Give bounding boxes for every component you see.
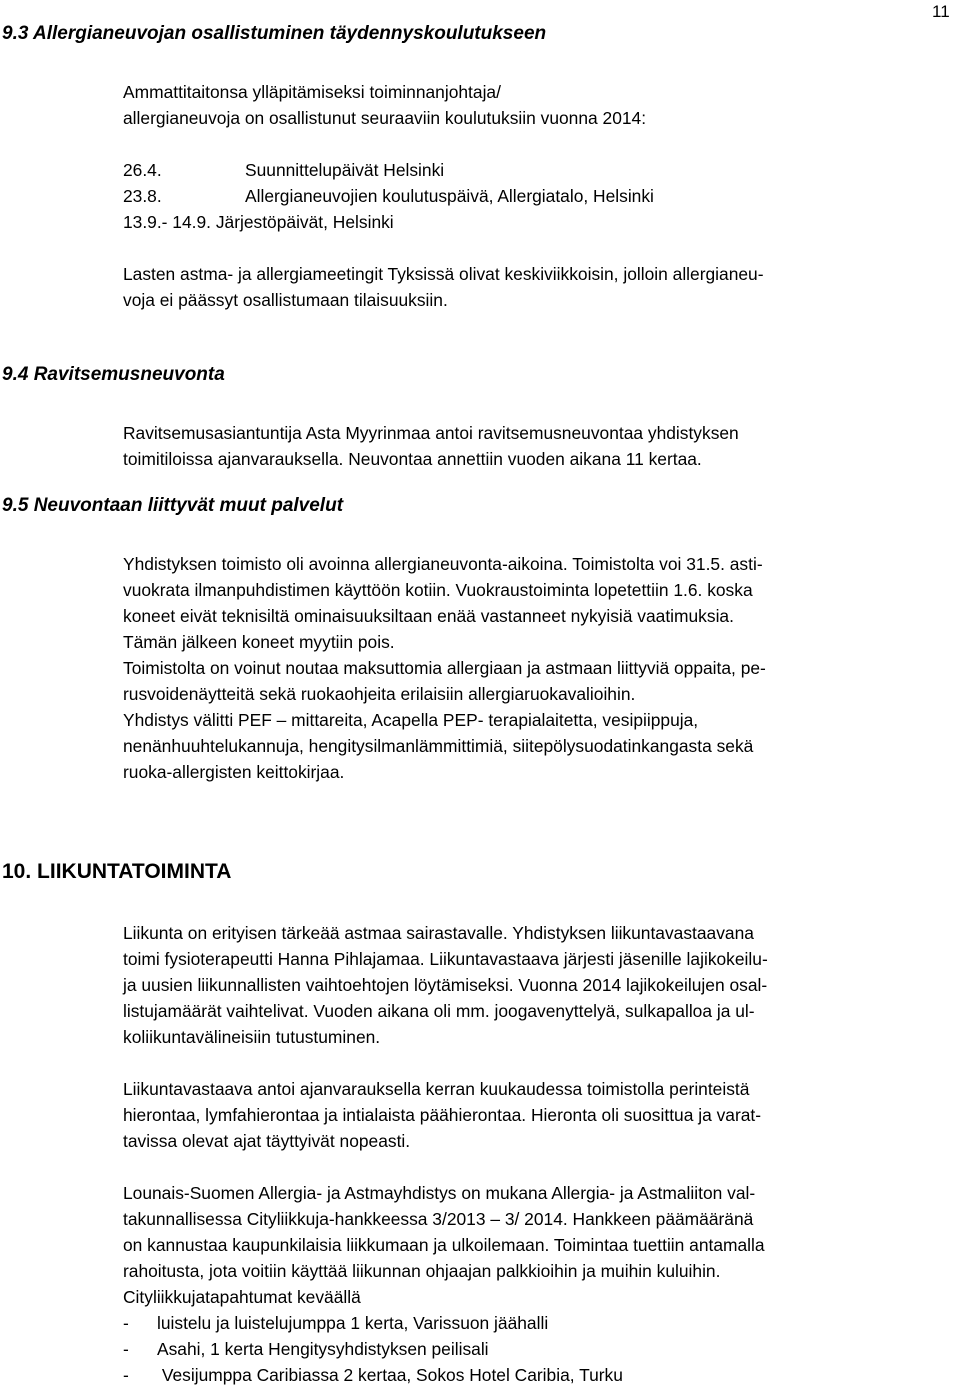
- list-item: [123, 1336, 765, 1362]
- list-item-text: Asahi, 1 kerta Hengitysyhdistyksen peilisali: [157, 1339, 489, 1359]
- text-line: koneet eivät teknisiltä ominaisuuksiltaan enää vastanneet nykyisiä vaatimuksia.: [123, 606, 734, 626]
- event-date: 23.8.: [123, 186, 162, 206]
- event-date: 26.4.: [123, 160, 162, 180]
- section-heading-9-4: 9.4 Ravitsemusneuvonta: [2, 364, 225, 385]
- text-line: rusvoidenäytteitä sekä ruokaohjeita erilaisiin allergiaruokavalioihin.: [123, 684, 636, 704]
- list-item-text: luistelu ja luistelujumppa 1 kerta, Varissuon jäähalli: [157, 1313, 549, 1333]
- text-line: Tämän jälkeen koneet myytiin pois.: [123, 632, 395, 652]
- list-dash: -: [123, 1365, 129, 1385]
- event-name: Suunnittelupäivät Helsinki: [245, 160, 445, 180]
- text-line: Liikunta on erityisen tärkeää astmaa sairastavalle. Yhdistyksen liikuntavastaavana: [123, 923, 754, 943]
- text-line: rahoitusta, jota voitiin käyttää liikunnan ohjaajan palkkioihin ja muihin kuluihin.: [123, 1261, 721, 1281]
- paragraph-nutrition: [123, 420, 739, 472]
- paragraph-cityliikkuja: [123, 1180, 765, 1388]
- text-line: tavissa olevat ajat täyttyivät nopeasti.: [123, 1131, 411, 1151]
- section-heading-9-5: 9.5 Neuvontaan liittyvät muut palvelut: [2, 495, 344, 516]
- paragraph-other-services: [123, 551, 766, 785]
- training-event: [123, 209, 654, 235]
- text-line: ruoka-allergisten keittokirjaa.: [123, 762, 345, 782]
- section-heading-9-3: 9.3 Allergianeuvojan osallistuminen täydennyskoulutukseen: [2, 23, 547, 44]
- list-dash: -: [123, 1339, 129, 1359]
- training-event: [123, 157, 654, 183]
- event-name: Järjestöpäivät, Helsinki: [215, 212, 394, 232]
- text-line: Lasten astma- ja allergiameetingit Tyksissä olivat keskiviikkoisin, jolloin allergianeu-: [123, 264, 764, 284]
- text-line: Lounais-Suomen Allergia- ja Astmayhdistys on mukana Allergia- ja Astmaliiton val-: [123, 1183, 756, 1203]
- paragraph-massage: [123, 1076, 761, 1154]
- text-line: hierontaa, lymfahierontaa ja intialaista päähierontaa. Hieronta oli suosittua ja varat-: [123, 1105, 762, 1125]
- training-events-list: [123, 157, 654, 235]
- text-line: Cityliikkujatapahtumat keväällä: [123, 1287, 361, 1307]
- text-line: Liikuntavastaava antoi ajanvarauksella kerran kuukaudessa toimistolla perinteistä: [123, 1079, 750, 1099]
- page-number: 11: [932, 2, 950, 21]
- text-line: vuokrata ilmanpuhdistimen käyttöön kotiin. Vuokraustoiminta lopetettiin 1.6. koska: [123, 580, 753, 600]
- text-line: on kannustaa kaupunkilaisia liikkumaan ja ulkoilemaan. Toimintaa tuettiin antamalla: [123, 1235, 765, 1255]
- event-date: 13.9.- 14.9.: [123, 212, 211, 232]
- paragraph-training-intro: [123, 79, 646, 131]
- text-line: takunnallisessa Cityliikkuja-hankkeessa 3/2013 – 3/ 2014. Hankkeen päämääränä: [123, 1209, 754, 1229]
- paragraph-exercise-intro: [123, 920, 768, 1050]
- list-item: [123, 1362, 765, 1388]
- list-item-text: Vesijumppa Caribiassa 2 kertaa, Sokos Hotel Caribia, Turku: [157, 1365, 623, 1385]
- text-line: Ammattitaitonsa ylläpitämiseksi toiminnanjohtaja/: [123, 82, 501, 102]
- text-line: Yhdistyksen toimisto oli avoinna allergianeuvonta-aikoina. Toimistolta voi 31.5. asti-: [123, 554, 763, 574]
- text-line: Yhdistys välitti PEF – mittareita, Acapella PEP- terapialaitetta, vesipiippuja,: [123, 710, 699, 730]
- text-line: toimitiloissa ajanvarauksella. Neuvontaa annettiin vuoden aikana 11 kertaa.: [123, 449, 702, 469]
- text-line: voja ei päässyt osallistumaan tilaisuuksiin.: [123, 290, 448, 310]
- text-line: ja uusien liikunnallisten vaihtoehtojen löytämiseksi. Vuonna 2014 lajikokeilujen osal-: [123, 975, 768, 995]
- section-heading-10: 10. LIIKUNTATOIMINTA: [2, 860, 232, 883]
- text-line: koliikuntavälineisiin tutustuminen.: [123, 1027, 381, 1047]
- text-line: allergianeuvoja on osallistunut seuraaviin koulutuksiin vuonna 2014:: [123, 108, 647, 128]
- text-line: toimi fysioterapeutti Hanna Pihlajamaa. Liikuntavastaava järjesti jäsenille lajikokeilu-: [123, 949, 768, 969]
- text-line: Toimistolta on voinut noutaa maksuttomia allergiaan ja astmaan liittyviä oppaita, pe-: [123, 658, 766, 678]
- list-dash: -: [123, 1313, 129, 1333]
- text-line: listujamäärät vaihtelivat. Vuoden aikana oli mm. joogavenyttelyä, sulkapalloa ja ul-: [123, 1001, 755, 1021]
- text-line: Ravitsemusasiantuntija Asta Myyrinmaa antoi ravitsemusneuvontaa yhdistyksen: [123, 423, 739, 443]
- paragraph-meetings-note: [123, 261, 764, 313]
- list-item: [123, 1310, 765, 1336]
- text-line: nenänhuuhtelukannuja, hengitysilmanlämmittimiä, siitepölysuodatinkangasta sekä: [123, 736, 754, 756]
- event-name: Allergianeuvojien koulutuspäivä, Allergiatalo, Helsinki: [245, 186, 654, 206]
- training-event: [123, 183, 654, 209]
